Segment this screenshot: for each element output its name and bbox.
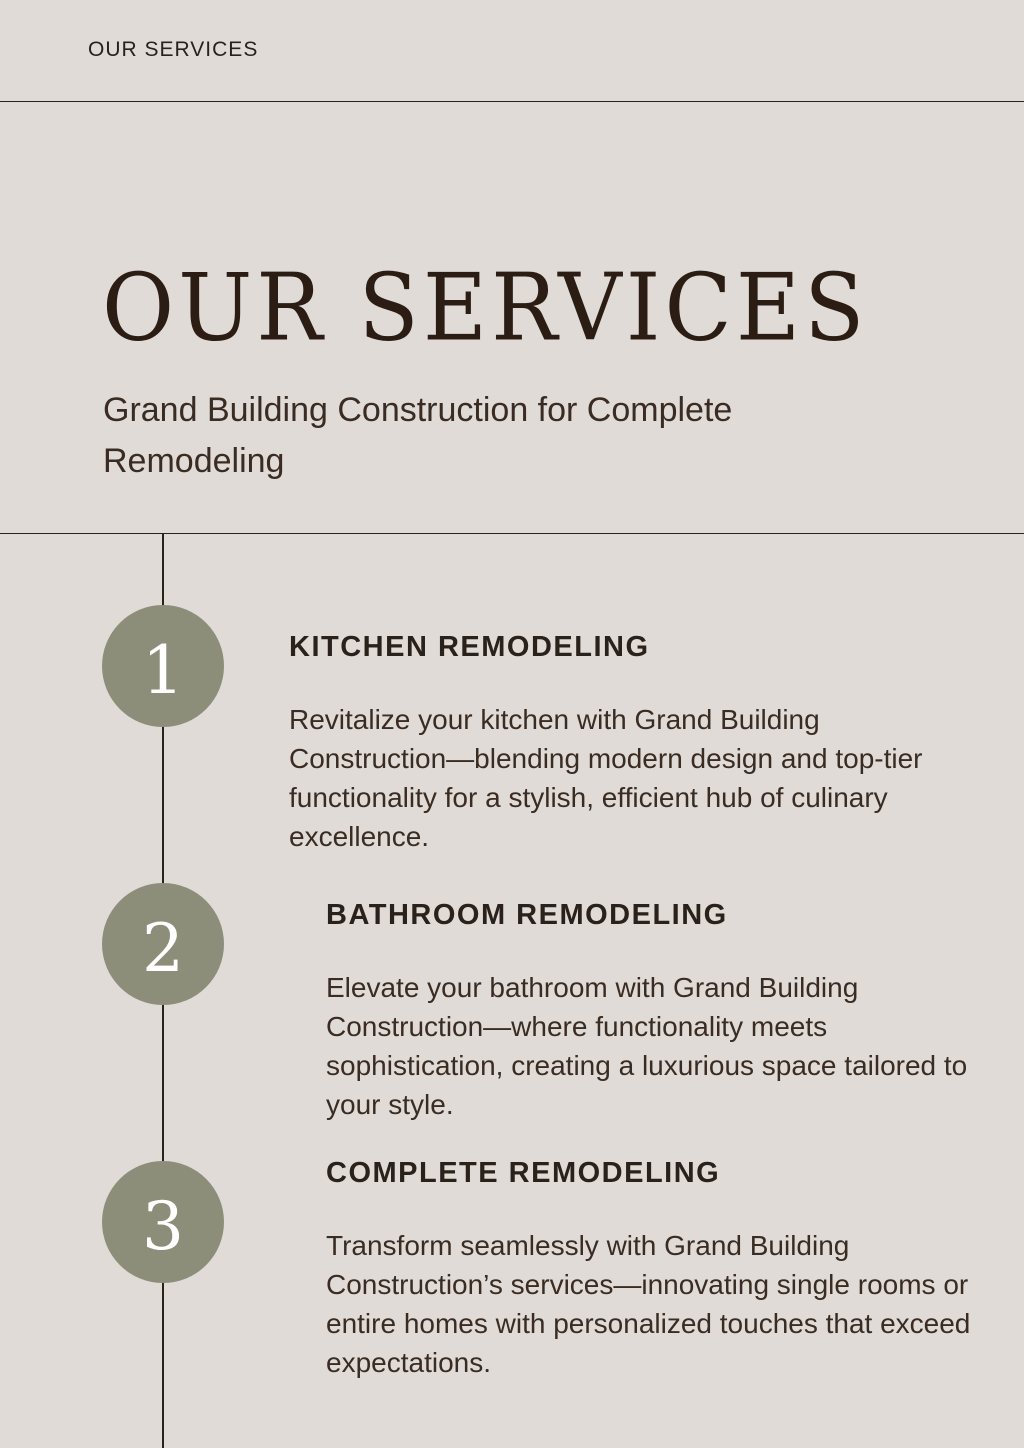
service-description: Transform seamlessly with Grand Building Construction’s services—innovating single rooms or entire homes with personalized touches that exceed expectations.: [326, 1230, 971, 1378]
header-label: OUR SERVICES: [88, 38, 259, 61]
top-divider: [0, 101, 1024, 102]
service-description: Elevate your bathroom with Grand Building Construction—where functionality meets sophistication, creating a luxurious space tailored to your style.: [326, 972, 968, 1120]
service-description: Revitalize your kitchen with Grand Building Construction—blending modern design and top-tier functionality for a stylish, efficient hub of culinary excellence.: [289, 704, 923, 852]
page-title: OUR SERVICES: [102, 253, 869, 362]
step-number: 3: [142, 1187, 184, 1265]
section-divider: [0, 533, 1024, 534]
service-title: COMPLETE REMODELING: [326, 1157, 721, 1189]
step-number: 2: [142, 909, 184, 987]
page-subtitle: Grand Building Construction for Complete Remodeling: [103, 391, 733, 480]
service-title: BATHROOM REMODELING: [326, 899, 728, 931]
service-item-kitchen: [289, 633, 969, 856]
step-number-badge: [102, 1161, 224, 1283]
service-title: KITCHEN REMODELING: [289, 631, 650, 663]
service-item-bathroom: [326, 901, 976, 1124]
service-item-complete: [326, 1159, 976, 1382]
step-number: 1: [142, 631, 184, 709]
step-number-badge: [102, 605, 224, 727]
step-number-badge: [102, 883, 224, 1005]
